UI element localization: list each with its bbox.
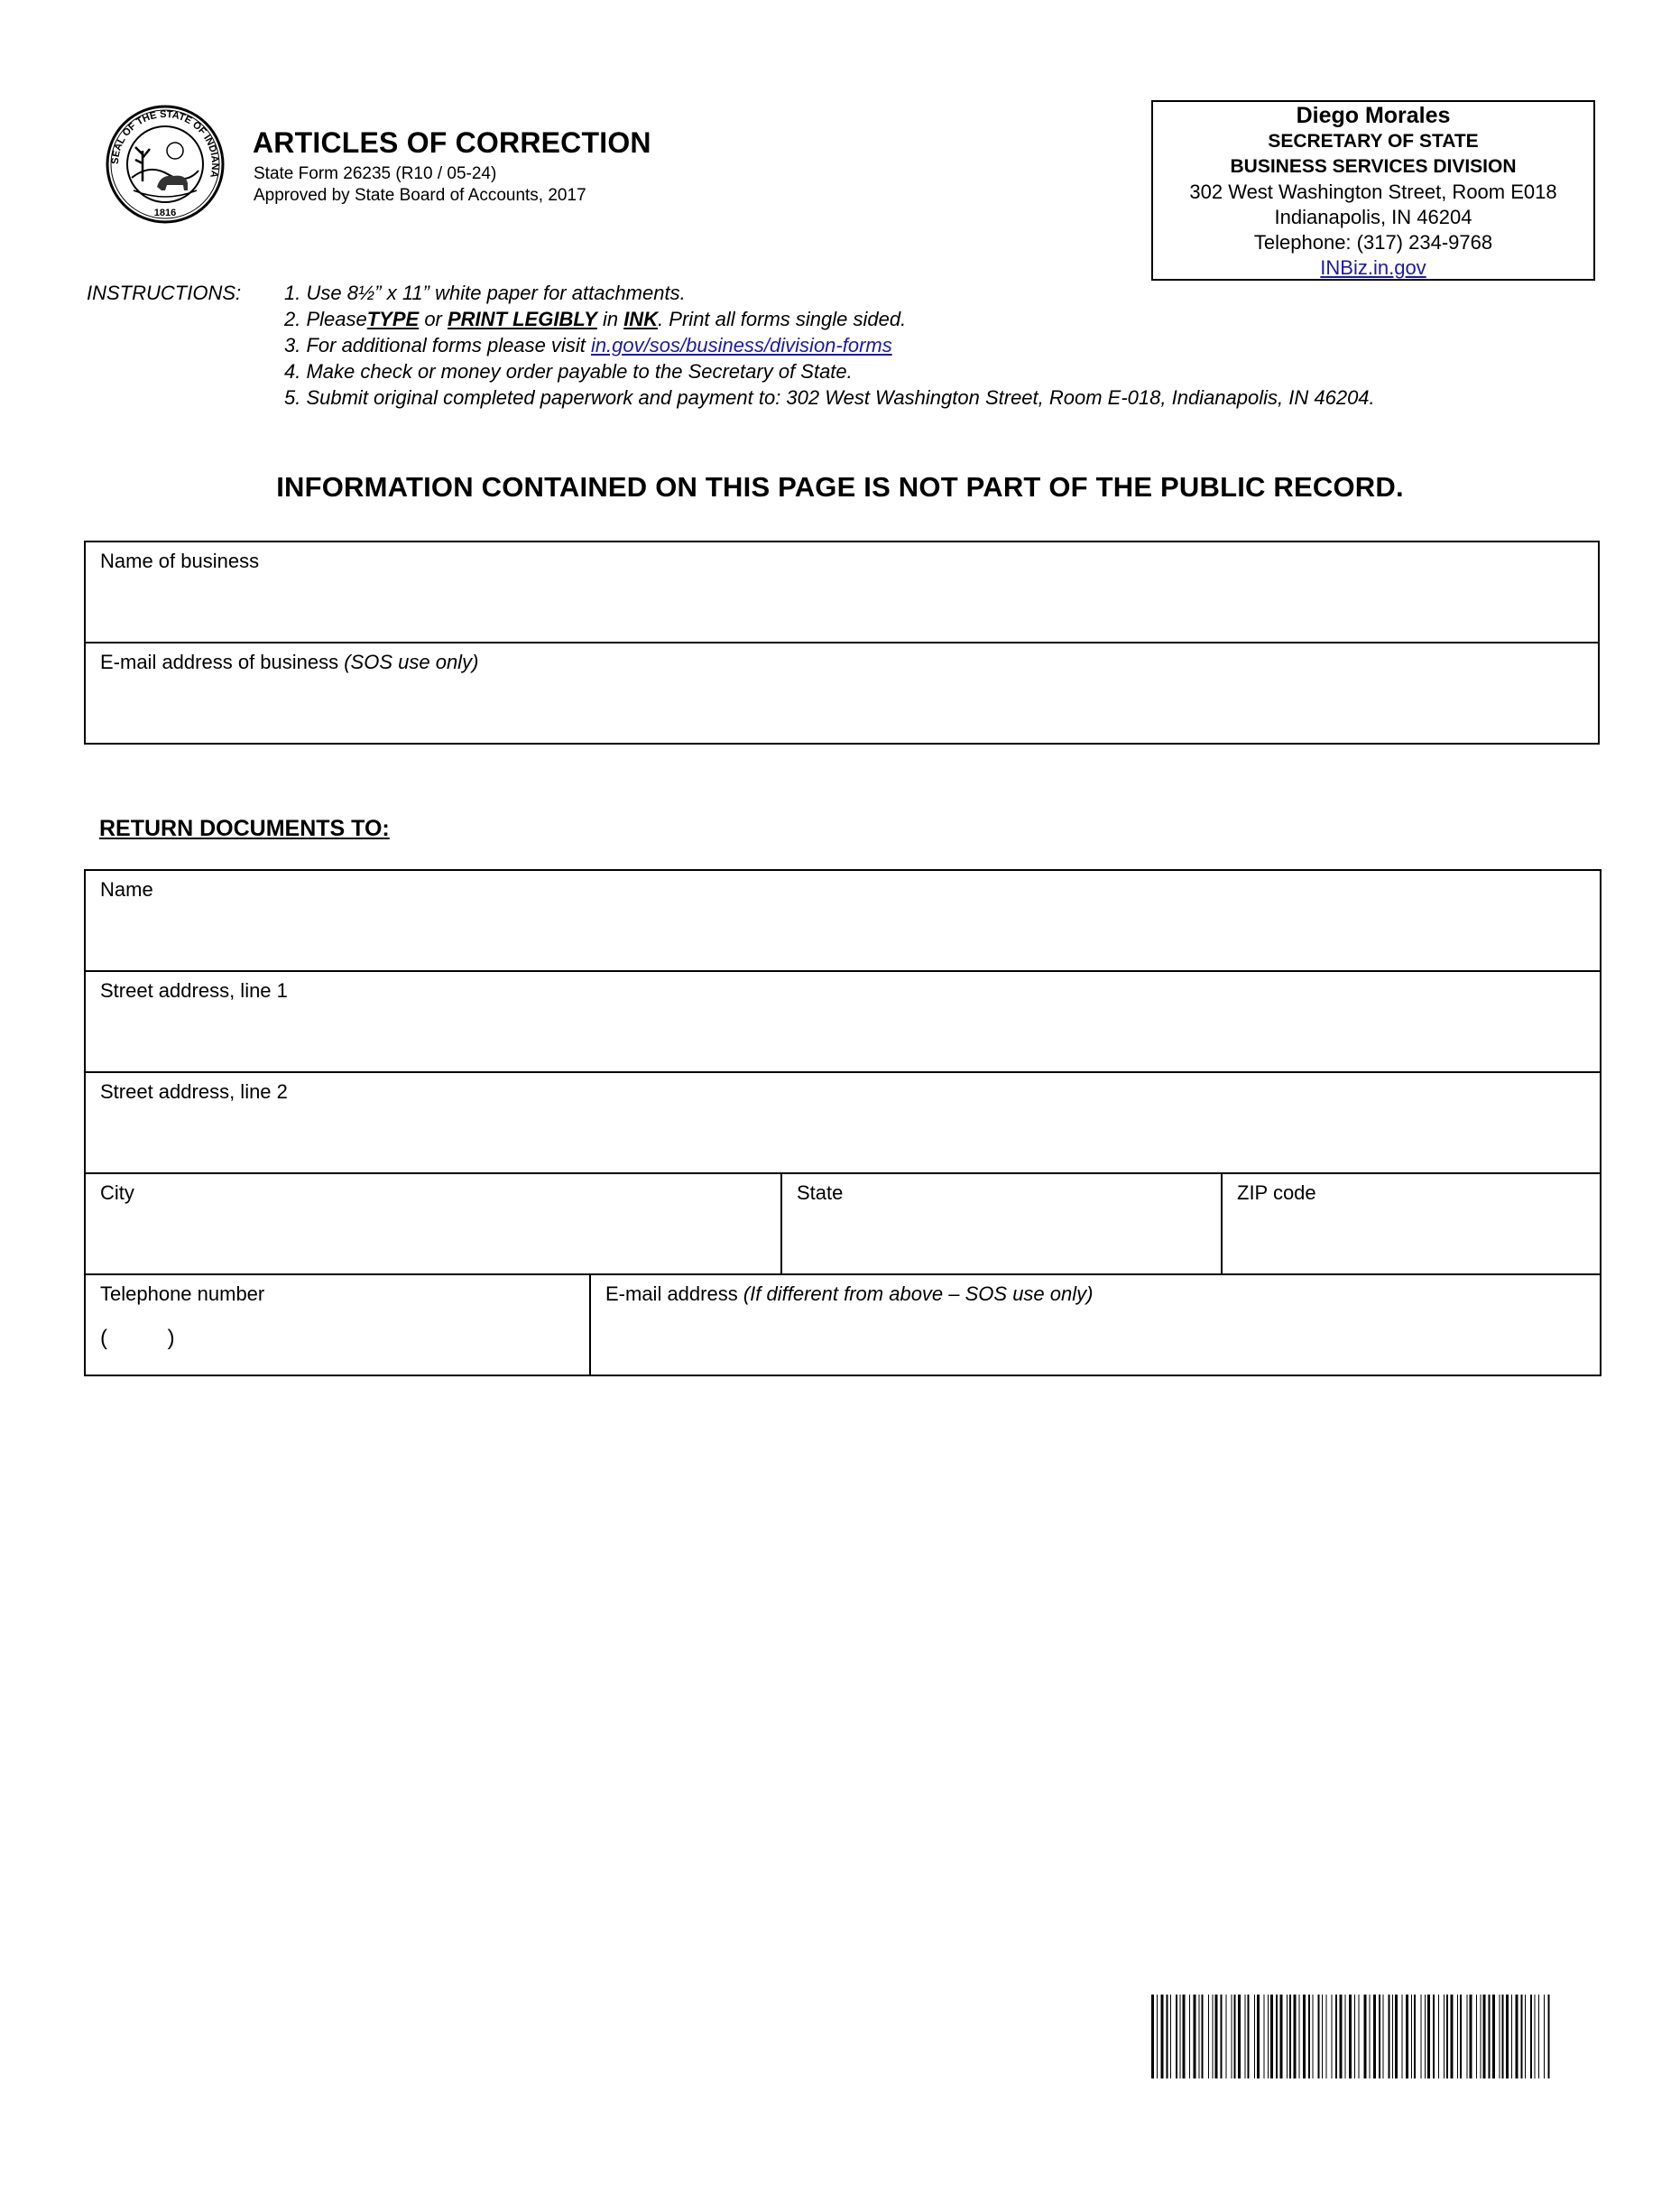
barcode-bar — [1476, 1995, 1477, 2078]
barcode-bar — [1511, 1995, 1512, 2078]
city-label: City — [100, 1181, 134, 1204]
state-label: State — [797, 1181, 844, 1204]
barcode-bar — [1530, 1995, 1532, 2078]
barcode-bar — [1213, 1995, 1214, 2078]
barcode-bar — [1167, 1995, 1168, 2078]
barcode-bar — [1460, 1995, 1462, 2078]
barcode-bar — [1411, 1995, 1412, 2078]
street-line-1-field[interactable] — [85, 971, 1601, 1072]
street-line-1-label: Street address, line 1 — [100, 979, 288, 1002]
instructions-list — [284, 280, 1375, 411]
barcode-bar — [1359, 1995, 1360, 2078]
barcode-bar — [1402, 1995, 1403, 2078]
instruction-item-3: 3. For additional forms please visit in.gov/sos/business/division-forms — [284, 334, 892, 356]
barcode-bar — [1332, 1995, 1333, 2078]
barcode-bar — [1446, 1995, 1448, 2078]
type-emphasis: TYPE — [366, 308, 420, 330]
barcode-bar — [1289, 1995, 1291, 2078]
barcode-bar — [1392, 1995, 1393, 2078]
barcode-bar — [1270, 1995, 1273, 2078]
barcode-bar — [1467, 1995, 1468, 2078]
barcode-bar — [1176, 1995, 1177, 2078]
barcode-bar — [1506, 1995, 1509, 2078]
barcode-bar — [1276, 1995, 1278, 2078]
barcode-bar — [1544, 1995, 1545, 2078]
business-info-table — [84, 541, 1600, 745]
barcode-bar — [1389, 1995, 1390, 2078]
instruction-item-1: 1. Use 8½” x 11” white paper for attachments. — [284, 282, 686, 304]
barcode-bar — [1313, 1995, 1314, 2078]
barcode-bar — [1535, 1995, 1536, 2078]
barcode-bar — [1157, 1995, 1158, 2078]
business-name-label: Name of business — [100, 550, 260, 572]
barcode-bar — [1406, 1995, 1408, 2078]
barcode-bar — [1502, 1995, 1504, 2078]
barcode-bar — [1254, 1995, 1255, 2078]
barcode-bar — [1383, 1995, 1384, 2078]
barcode-bar — [1364, 1995, 1367, 2078]
barcode-bar — [1280, 1995, 1283, 2078]
barcode-bar — [1548, 1995, 1550, 2078]
division-name: BUSINESS SERVICES DIVISION — [1230, 156, 1517, 177]
barcode-bar — [1180, 1995, 1181, 2078]
barcode-bar — [1161, 1995, 1164, 2078]
barcode-bar — [1433, 1995, 1435, 2078]
state-field[interactable] — [781, 1173, 1222, 1274]
instruction-item-5: 5. Submit original completed paperwork and payment to: 302 West Washington Street, Room E-018, Indianapolis, IN 46204. — [284, 386, 1375, 409]
return-documents-heading: RETURN DOCUMENTS TO: — [99, 816, 390, 841]
barcode-bar — [1299, 1995, 1300, 2078]
barcode-bar — [1483, 1995, 1486, 2078]
barcode-bar — [1340, 1995, 1343, 2078]
return-email-label: E-mail address — [605, 1282, 743, 1305]
barcode-bar — [1444, 1995, 1445, 2078]
barcode-bar — [1414, 1995, 1416, 2078]
barcode-bar — [1481, 1995, 1482, 2078]
return-email-field[interactable] — [590, 1274, 1601, 1375]
instruction-item-4: 4. Make check or money order payable to the Secretary of State. — [284, 360, 853, 383]
city-field[interactable] — [85, 1173, 781, 1274]
barcode-bar — [1234, 1995, 1236, 2078]
secretary-name: Diego Morales — [1296, 103, 1451, 128]
barcode-bar — [1538, 1995, 1539, 2078]
barcode-bar — [1354, 1995, 1355, 2078]
barcode-bar — [1287, 1995, 1288, 2078]
office-telephone: Telephone: (317) 234-9768 — [1253, 231, 1493, 254]
barcode-bar — [1395, 1995, 1398, 2078]
street-line-2-label: Street address, line 2 — [100, 1080, 288, 1103]
return-documents-table — [84, 869, 1602, 1376]
barcode-bar — [1345, 1995, 1346, 2078]
return-name-field[interactable] — [85, 870, 1601, 971]
barcode-bar — [1425, 1995, 1426, 2078]
barcode-bar — [1208, 1995, 1209, 2078]
return-email-note: (If different from above – SOS use only) — [743, 1282, 1094, 1305]
barcode-bar — [1427, 1995, 1430, 2078]
svg-text:SEAL OF THE STATE OF INDIANA: SEAL OF THE STATE OF INDIANA — [109, 108, 221, 180]
telephone-field[interactable] — [85, 1274, 590, 1375]
barcode-bar — [1322, 1995, 1323, 2078]
barcode-bar — [1335, 1995, 1337, 2078]
barcode-bar — [1294, 1995, 1297, 2078]
secretary-contact-box — [1151, 100, 1595, 281]
barcode-bar — [1521, 1995, 1523, 2078]
barcode-bar — [1215, 1995, 1218, 2078]
barcode-bar — [1183, 1995, 1186, 2078]
barcode-bar — [1516, 1995, 1518, 2078]
barcode-bar — [1470, 1995, 1472, 2078]
zip-code-label: ZIP code — [1237, 1181, 1316, 1204]
svg-text:1816: 1816 — [153, 208, 177, 218]
zip-code-field[interactable] — [1222, 1173, 1601, 1274]
barcode-bar — [1438, 1995, 1439, 2078]
office-address: 302 West Washington Street, Room E018 — [1189, 181, 1557, 203]
business-name-field[interactable] — [85, 542, 1599, 643]
barcode-bar — [1264, 1995, 1265, 2078]
barcode-bar — [1202, 1995, 1204, 2078]
barcode-bar — [1373, 1995, 1376, 2078]
form-title: ARTICLES OF CORRECTION — [253, 126, 651, 159]
inbiz-link[interactable]: INBiz.in.gov — [1320, 256, 1426, 279]
barcode-bar — [1492, 1995, 1495, 2078]
barcode-bar — [1268, 1995, 1269, 2078]
instructions-label: INSTRUCTIONS: — [87, 282, 242, 304]
barcode-bar — [1525, 1995, 1526, 2078]
business-email-field[interactable] — [85, 643, 1599, 744]
barcode-bar — [1457, 1995, 1458, 2078]
print-legibly-emphasis: PRINT LEGIBLY — [448, 308, 597, 330]
business-email-label: E-mail address of business — [100, 651, 345, 673]
barcode-bar — [1221, 1995, 1223, 2078]
barcode-bar — [1248, 1995, 1250, 2078]
barcode-bar — [1349, 1995, 1352, 2078]
public-record-notice: INFORMATION CONTAINED ON THIS PAGE IS NOT PART OF THE PUBLIC RECORD. — [276, 471, 1404, 503]
barcode-bar — [1199, 1995, 1200, 2078]
office-city: Indianapolis, IN 46204 — [1274, 206, 1472, 228]
barcode-bar — [1257, 1995, 1260, 2078]
form-number: State Form 26235 (R10 / 05-24) — [254, 164, 497, 183]
barcode-bar — [1451, 1995, 1454, 2078]
barcode-bar — [1151, 1995, 1154, 2078]
secretary-title: SECRETARY OF STATE — [1268, 131, 1479, 152]
barcode-bar — [1303, 1995, 1306, 2078]
barcode-bar — [1489, 1995, 1491, 2078]
area-code-parens: ( ) — [100, 1326, 175, 1350]
telephone-label: Telephone number — [100, 1282, 265, 1305]
barcode-bar — [1318, 1995, 1320, 2078]
barcode-bar — [1308, 1995, 1310, 2078]
barcode-bar — [1194, 1995, 1196, 2078]
barcode-bar — [1326, 1995, 1327, 2078]
approval-note: Approved by State Board of Accounts, 2017 — [254, 186, 586, 205]
barcode-bar — [1238, 1995, 1241, 2078]
barcode-bar — [1170, 1995, 1171, 2078]
division-forms-link[interactable]: in.gov/sos/business/division-forms — [590, 334, 892, 356]
barcode-bar — [1189, 1995, 1190, 2078]
return-name-label: Name — [100, 878, 153, 901]
business-email-note: (SOS use only) — [344, 651, 479, 673]
barcode — [1151, 1995, 1550, 2078]
state-seal-logo — [105, 104, 226, 225]
barcode-bar — [1370, 1995, 1371, 2078]
barcode-bar — [1245, 1995, 1246, 2078]
barcode-bar — [1379, 1995, 1380, 2078]
instruction-item-2: 2. PleaseTYPE or PRINT LEGIBLY in INK. Print all forms single sided. — [284, 308, 907, 330]
barcode-bar — [1421, 1995, 1422, 2078]
ink-emphasis: INK — [623, 308, 659, 330]
street-line-2-field[interactable] — [85, 1072, 1601, 1173]
barcode-bar — [1226, 1995, 1227, 2078]
